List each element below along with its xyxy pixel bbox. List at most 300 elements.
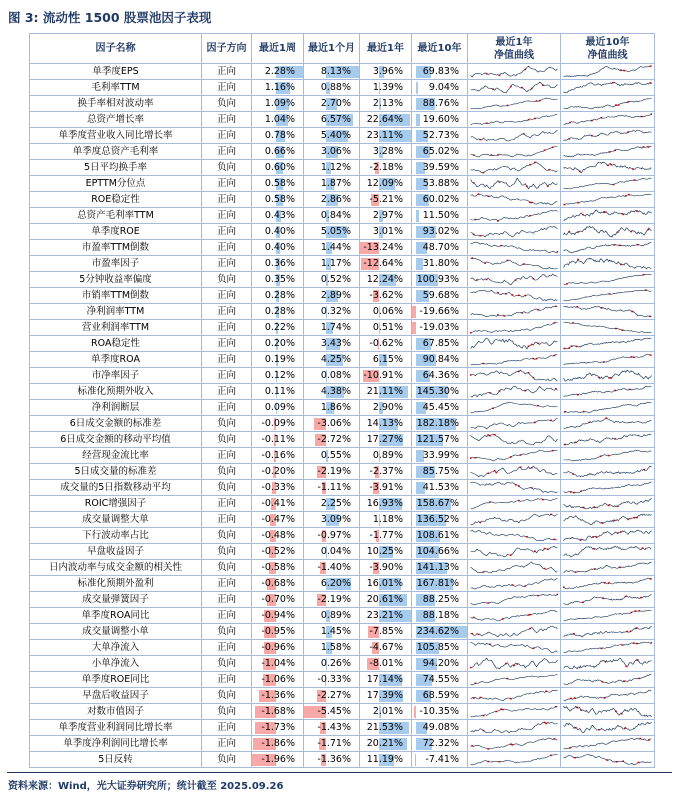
factor-name-cell: 成交量的5日指数移动平均	[30, 480, 202, 496]
sparkline-10y-cell	[561, 352, 655, 368]
factor-value-cell	[304, 608, 360, 624]
factor-value-text: -3.62%	[369, 289, 403, 301]
factor-name-cell: EPTTM分位点	[30, 176, 202, 192]
factor-value-cell	[360, 240, 412, 256]
factor-name-cell: 成交量弹簧因子	[30, 592, 202, 608]
sparkline-1y-cell	[468, 80, 561, 96]
factor-value-cell	[412, 256, 468, 272]
sparkline-10y-cell	[561, 384, 655, 400]
nav-curve-sparkline	[563, 753, 652, 766]
nav-curve-sparkline	[563, 593, 652, 606]
factor-value-cell	[360, 512, 412, 528]
nav-curve-sparkline	[563, 97, 652, 110]
nav-curve-sparkline	[470, 113, 558, 126]
factor-value-text: 64.36%	[422, 369, 459, 381]
factor-value-text: 108.61%	[416, 529, 459, 541]
factor-value-text: -1.11%	[317, 481, 351, 493]
table-row	[30, 144, 655, 160]
factor-value-text: 11.19%	[366, 753, 403, 765]
factor-value-cell	[412, 176, 468, 192]
sparkline-1y-cell	[468, 560, 561, 576]
factor-value-text: 0.51%	[372, 321, 403, 333]
factor-value-text: 105.85%	[416, 641, 459, 653]
table-row	[30, 464, 655, 480]
factor-value-cell	[412, 352, 468, 368]
nav-curve-sparkline	[563, 113, 652, 126]
factor-value-text: 0.78%	[264, 129, 295, 141]
factor-value-text: -0.96%	[261, 641, 295, 653]
nav-curve-sparkline	[563, 161, 652, 174]
factor-value-text: 6.57%	[320, 113, 351, 125]
factor-name-cell: 5日平均换手率	[30, 160, 202, 176]
sparkline-10y-cell	[561, 208, 655, 224]
factor-value-text: -2.18%	[369, 161, 403, 173]
sparkline-10y-cell	[561, 720, 655, 736]
factor-value-cell	[304, 480, 360, 496]
factor-value-text: 0.66%	[264, 145, 295, 157]
factor-value-cell	[412, 80, 468, 96]
factor-value-cell	[304, 160, 360, 176]
factor-name-cell: 单季度ROE同比	[30, 672, 202, 688]
sparkline-1y-cell	[468, 256, 561, 272]
factor-value-cell	[360, 656, 412, 672]
sparkline-10y-cell	[561, 96, 655, 112]
factor-value-cell	[252, 448, 304, 464]
nav-curve-sparkline	[563, 305, 652, 318]
factor-value-text: 0.09%	[264, 401, 295, 413]
sparkline-10y-cell	[561, 272, 655, 288]
factor-value-cell	[360, 400, 412, 416]
factor-value-cell	[304, 272, 360, 288]
nav-curve-sparkline	[470, 65, 558, 78]
sparkline-10y-cell	[561, 336, 655, 352]
nav-curve-sparkline	[470, 305, 558, 318]
factor-value-text: 45.45%	[422, 401, 459, 413]
nav-curve-sparkline	[470, 513, 558, 526]
sparkline-1y-cell	[468, 608, 561, 624]
factor-value-text: 1.44%	[320, 241, 351, 253]
factor-direction-cell: 负向	[202, 656, 252, 672]
factor-direction-cell: 负向	[202, 624, 252, 640]
factor-value-cell	[252, 576, 304, 592]
factor-value-text: 4.25%	[320, 353, 351, 365]
factor-value-cell	[412, 208, 468, 224]
header-nav-curve-1-year	[468, 34, 561, 64]
nav-curve-sparkline	[563, 417, 652, 430]
factor-value-cell	[252, 608, 304, 624]
sparkline-1y-cell	[468, 736, 561, 752]
factor-value-cell	[412, 480, 468, 496]
factor-direction-cell: 正向	[202, 368, 252, 384]
factor-value-cell	[412, 656, 468, 672]
table-row	[30, 576, 655, 592]
factor-value-cell	[252, 624, 304, 640]
factor-value-cell	[412, 512, 468, 528]
factor-value-text: -0.97%	[317, 529, 351, 541]
sparkline-1y-cell	[468, 192, 561, 208]
factor-value-cell	[360, 640, 412, 656]
factor-value-text: -10.35%	[419, 705, 459, 717]
factor-value-cell	[360, 464, 412, 480]
factor-value-text: 0.28%	[264, 289, 295, 301]
sparkline-10y-cell	[561, 592, 655, 608]
nav-curve-sparkline	[470, 721, 558, 734]
nav-curve-sparkline	[470, 529, 558, 542]
factor-value-cell	[412, 528, 468, 544]
factor-value-cell	[360, 592, 412, 608]
nav-curve-sparkline	[470, 465, 558, 478]
nav-curve-sparkline	[470, 609, 558, 622]
factor-value-cell	[304, 224, 360, 240]
factor-value-text: -0.33%	[261, 481, 295, 493]
sparkline-1y-cell	[468, 368, 561, 384]
factor-value-text: 1.74%	[320, 321, 351, 333]
factor-value-text: -1.04%	[261, 657, 295, 669]
sparkline-1y-cell	[468, 672, 561, 688]
factor-value-text: 6.20%	[320, 577, 351, 589]
factor-direction-cell: 正向	[202, 496, 252, 512]
nav-curve-sparkline	[470, 545, 558, 558]
factor-value-text: 17.14%	[366, 673, 403, 685]
factor-value-cell	[304, 560, 360, 576]
factor-value-text: -0.09%	[261, 417, 295, 429]
factor-value-cell	[412, 640, 468, 656]
factor-direction-cell: 正向	[202, 720, 252, 736]
factor-value-cell	[304, 176, 360, 192]
factor-value-cell	[252, 288, 304, 304]
positive-databar	[416, 114, 420, 126]
factor-value-text: 121.57%	[416, 433, 459, 445]
factor-value-cell	[252, 304, 304, 320]
factor-name-cell: 单季度净利润同比增长率	[30, 736, 202, 752]
factor-value-text: 16.93%	[366, 497, 403, 509]
factor-value-text: 0.06%	[372, 305, 403, 317]
factor-name-cell: 单季度EPS	[30, 64, 202, 80]
factor-value-cell	[360, 704, 412, 720]
factor-value-text: 31.80%	[422, 257, 459, 269]
factor-value-cell	[412, 64, 468, 80]
factor-direction-cell: 正向	[202, 64, 252, 80]
factor-value-cell	[304, 736, 360, 752]
factor-value-cell	[304, 512, 360, 528]
factor-value-text: -0.58%	[261, 561, 295, 573]
table-row	[30, 608, 655, 624]
factor-name-cell: ROA稳定性	[30, 336, 202, 352]
factor-value-cell	[412, 592, 468, 608]
factor-value-text: 12.09%	[366, 177, 403, 189]
factor-value-text: 5.40%	[320, 129, 351, 141]
factor-value-cell	[360, 576, 412, 592]
nav-curve-sparkline	[470, 689, 558, 702]
factor-value-cell	[360, 672, 412, 688]
sparkline-1y-cell	[468, 512, 561, 528]
factor-value-text: 68.59%	[422, 689, 459, 701]
nav-curve-sparkline	[563, 689, 652, 702]
factor-direction-cell: 正向	[202, 608, 252, 624]
negative-databar	[412, 306, 416, 318]
nav-curve-sparkline	[563, 721, 652, 734]
sparkline-10y-cell	[561, 192, 655, 208]
factor-value-text: -5.21%	[369, 193, 403, 205]
factor-value-cell	[412, 576, 468, 592]
factor-value-cell	[412, 544, 468, 560]
factor-value-cell	[360, 272, 412, 288]
nav-curve-sparkline	[563, 433, 652, 446]
factor-value-cell	[360, 144, 412, 160]
nav-curve-sparkline	[470, 273, 558, 286]
table-row	[30, 112, 655, 128]
factor-value-text: -2.19%	[317, 465, 351, 477]
factor-value-text: -1.77%	[369, 529, 403, 541]
positive-databar	[416, 82, 418, 94]
factor-value-text: -0.95%	[261, 625, 295, 637]
factor-value-text: 0.58%	[264, 193, 295, 205]
nav-curve-sparkline	[563, 449, 652, 462]
nav-curve-sparkline	[470, 625, 558, 638]
figure-title: 图 3: 流动性 1500 股票池因子表现	[8, 10, 212, 25]
factor-value-text: -1.68%	[261, 705, 295, 717]
factor-value-text: 93.02%	[422, 225, 459, 237]
nav-curve-sparkline	[563, 625, 652, 638]
sparkline-1y-cell	[468, 544, 561, 560]
sparkline-10y-cell	[561, 496, 655, 512]
table-row	[30, 288, 655, 304]
factor-value-cell	[304, 240, 360, 256]
factor-value-text: -12.64%	[363, 257, 403, 269]
factor-value-cell	[304, 64, 360, 80]
sparkline-1y-cell	[468, 160, 561, 176]
factor-name-cell: 成交量调整小单	[30, 624, 202, 640]
factor-value-text: 14.13%	[366, 417, 403, 429]
factor-direction-cell: 负向	[202, 704, 252, 720]
sparkline-1y-cell	[468, 320, 561, 336]
sparkline-1y-cell	[468, 96, 561, 112]
factor-value-text: 6.15%	[372, 353, 403, 365]
factor-value-cell	[412, 336, 468, 352]
factor-value-cell	[304, 576, 360, 592]
factor-value-text: -2.27%	[317, 689, 351, 701]
factor-value-cell	[252, 352, 304, 368]
factor-direction-cell: 负向	[202, 160, 252, 176]
factor-value-cell	[304, 304, 360, 320]
factor-value-cell	[412, 752, 468, 768]
sparkline-10y-cell	[561, 160, 655, 176]
factor-value-text: 11.50%	[422, 209, 459, 221]
header-line-2: 净值曲线	[587, 49, 628, 61]
nav-curve-sparkline	[563, 209, 652, 222]
factor-value-text: -0.52%	[261, 545, 295, 557]
factor-direction-cell: 正向	[202, 400, 252, 416]
sparkline-1y-cell	[468, 176, 561, 192]
factor-value-text: 60.02%	[422, 193, 459, 205]
factor-direction-cell: 正向	[202, 240, 252, 256]
factor-value-text: -19.03%	[419, 321, 459, 333]
factor-value-text: 3.96%	[372, 65, 403, 77]
nav-curve-sparkline	[470, 593, 558, 606]
factor-name-cell: 经营现金流比率	[30, 448, 202, 464]
source-note: 资料来源：Wind，光大证券研究所；统计截至 2025.09.26	[7, 772, 672, 792]
table-row	[30, 704, 655, 720]
factor-value-cell	[360, 192, 412, 208]
nav-curve-sparkline	[563, 385, 652, 398]
table-row	[30, 624, 655, 640]
factor-value-cell	[360, 624, 412, 640]
factor-value-cell	[304, 144, 360, 160]
sparkline-10y-cell	[561, 256, 655, 272]
factor-direction-cell: 正向	[202, 592, 252, 608]
table-row	[30, 96, 655, 112]
factor-value-text: -4.67%	[369, 641, 403, 653]
factor-value-text: 1.39%	[372, 81, 403, 93]
factor-value-cell	[252, 640, 304, 656]
factor-direction-cell: 正向	[202, 288, 252, 304]
factor-value-text: 8.13%	[320, 65, 351, 77]
nav-curve-sparkline	[470, 177, 558, 190]
factor-value-cell	[304, 192, 360, 208]
header-line-2: 净值曲线	[494, 49, 534, 61]
factor-value-cell	[360, 432, 412, 448]
factor-value-text: -10.91%	[363, 369, 403, 381]
factor-value-cell	[360, 288, 412, 304]
nav-curve-sparkline	[470, 337, 558, 350]
factor-value-text: 39.59%	[422, 161, 459, 173]
factor-value-text: 19.60%	[422, 113, 459, 125]
nav-curve-sparkline	[563, 577, 652, 590]
factor-value-text: 2.70%	[320, 97, 351, 109]
nav-curve-sparkline	[470, 417, 558, 430]
table-row	[30, 272, 655, 288]
factor-value-cell	[304, 496, 360, 512]
factor-value-text: 136.52%	[416, 513, 459, 525]
table-row	[30, 672, 655, 688]
factor-name-cell: 毛利率TTM	[30, 80, 202, 96]
sparkline-1y-cell	[468, 304, 561, 320]
factor-value-cell	[360, 608, 412, 624]
table-row	[30, 336, 655, 352]
factor-value-text: 23.21%	[366, 609, 403, 621]
sparkline-10y-cell	[561, 448, 655, 464]
nav-curve-sparkline	[563, 513, 652, 526]
nav-curve-sparkline	[470, 401, 558, 414]
factor-value-cell	[252, 320, 304, 336]
factor-direction-cell: 正向	[202, 256, 252, 272]
sparkline-1y-cell	[468, 64, 561, 80]
sparkline-10y-cell	[561, 416, 655, 432]
factor-value-text: -0.41%	[261, 497, 295, 509]
factor-value-cell	[252, 512, 304, 528]
sparkline-1y-cell	[468, 656, 561, 672]
factor-value-cell	[360, 336, 412, 352]
factor-value-text: 2.13%	[372, 97, 403, 109]
factor-value-cell	[304, 288, 360, 304]
sparkline-10y-cell	[561, 304, 655, 320]
factor-value-text: 41.53%	[422, 481, 459, 493]
factor-value-text: -0.11%	[261, 433, 295, 445]
factor-value-cell	[252, 496, 304, 512]
nav-curve-sparkline	[563, 193, 652, 206]
factor-value-cell	[304, 528, 360, 544]
nav-curve-sparkline	[563, 273, 652, 286]
factor-direction-cell: 正向	[202, 80, 252, 96]
factor-value-cell	[252, 720, 304, 736]
nav-curve-sparkline	[563, 481, 652, 494]
factor-direction-cell: 正向	[202, 304, 252, 320]
factor-value-cell	[412, 288, 468, 304]
factor-name-cell: 市净率因子	[30, 368, 202, 384]
factor-value-text: -3.91%	[369, 481, 403, 493]
factor-value-text: 17.39%	[366, 689, 403, 701]
header-recent-1-week: 最近1周	[252, 34, 304, 64]
factor-value-text: 0.40%	[264, 241, 295, 253]
nav-curve-sparkline	[563, 289, 652, 302]
sparkline-1y-cell	[468, 592, 561, 608]
factor-value-text: 22.64%	[366, 113, 403, 125]
sparkline-1y-cell	[468, 400, 561, 416]
factor-value-text: 2.28%	[264, 65, 295, 77]
factor-value-text: 20.61%	[366, 593, 403, 605]
factor-value-text: 88.25%	[422, 593, 459, 605]
factor-value-text: 17.27%	[366, 433, 403, 445]
factor-value-cell	[252, 544, 304, 560]
factor-value-cell	[252, 224, 304, 240]
factor-value-text: 4.38%	[320, 385, 351, 397]
factor-value-text: 3.06%	[320, 145, 351, 157]
factor-value-text: 52.73%	[422, 129, 459, 141]
sparkline-10y-cell	[561, 464, 655, 480]
factor-value-cell	[304, 416, 360, 432]
sparkline-1y-cell	[468, 384, 561, 400]
factor-value-cell	[252, 560, 304, 576]
factor-name-cell: 标准化预期外收入	[30, 384, 202, 400]
nav-curve-sparkline	[470, 241, 558, 254]
factor-direction-cell: 正向	[202, 192, 252, 208]
nav-curve-sparkline	[470, 257, 558, 270]
factor-value-cell	[412, 448, 468, 464]
nav-curve-sparkline	[470, 577, 558, 590]
sparkline-10y-cell	[561, 608, 655, 624]
sparkline-1y-cell	[468, 240, 561, 256]
factor-value-text: 1.12%	[320, 161, 351, 173]
factor-value-cell	[252, 192, 304, 208]
sparkline-1y-cell	[468, 288, 561, 304]
factor-value-text: 1.58%	[320, 641, 351, 653]
factor-value-text: -0.70%	[261, 593, 295, 605]
table-row	[30, 128, 655, 144]
header-line-1: 最近10年	[585, 36, 630, 48]
table-row	[30, 208, 655, 224]
factor-value-text: 234.62%	[416, 625, 459, 637]
factor-value-text: 0.60%	[264, 161, 295, 173]
table-row	[30, 160, 655, 176]
factor-value-cell	[252, 208, 304, 224]
factor-value-cell	[304, 384, 360, 400]
factor-value-text: 1.86%	[320, 401, 351, 413]
factor-value-text: 3.28%	[372, 145, 403, 157]
factor-name-cell: 单季度ROE	[30, 224, 202, 240]
factor-value-text: -1.86%	[261, 737, 295, 749]
factor-value-text: 0.40%	[264, 225, 295, 237]
factor-direction-cell: 负向	[202, 96, 252, 112]
sparkline-10y-cell	[561, 624, 655, 640]
nav-curve-sparkline	[563, 705, 652, 718]
factor-value-text: -2.19%	[317, 593, 351, 605]
nav-curve-sparkline	[470, 97, 558, 110]
factor-value-text: -1.73%	[261, 721, 295, 733]
factor-value-text: 0.89%	[320, 609, 351, 621]
factor-value-cell	[360, 320, 412, 336]
factor-value-text: 74.55%	[422, 673, 459, 685]
factor-value-cell	[252, 752, 304, 768]
